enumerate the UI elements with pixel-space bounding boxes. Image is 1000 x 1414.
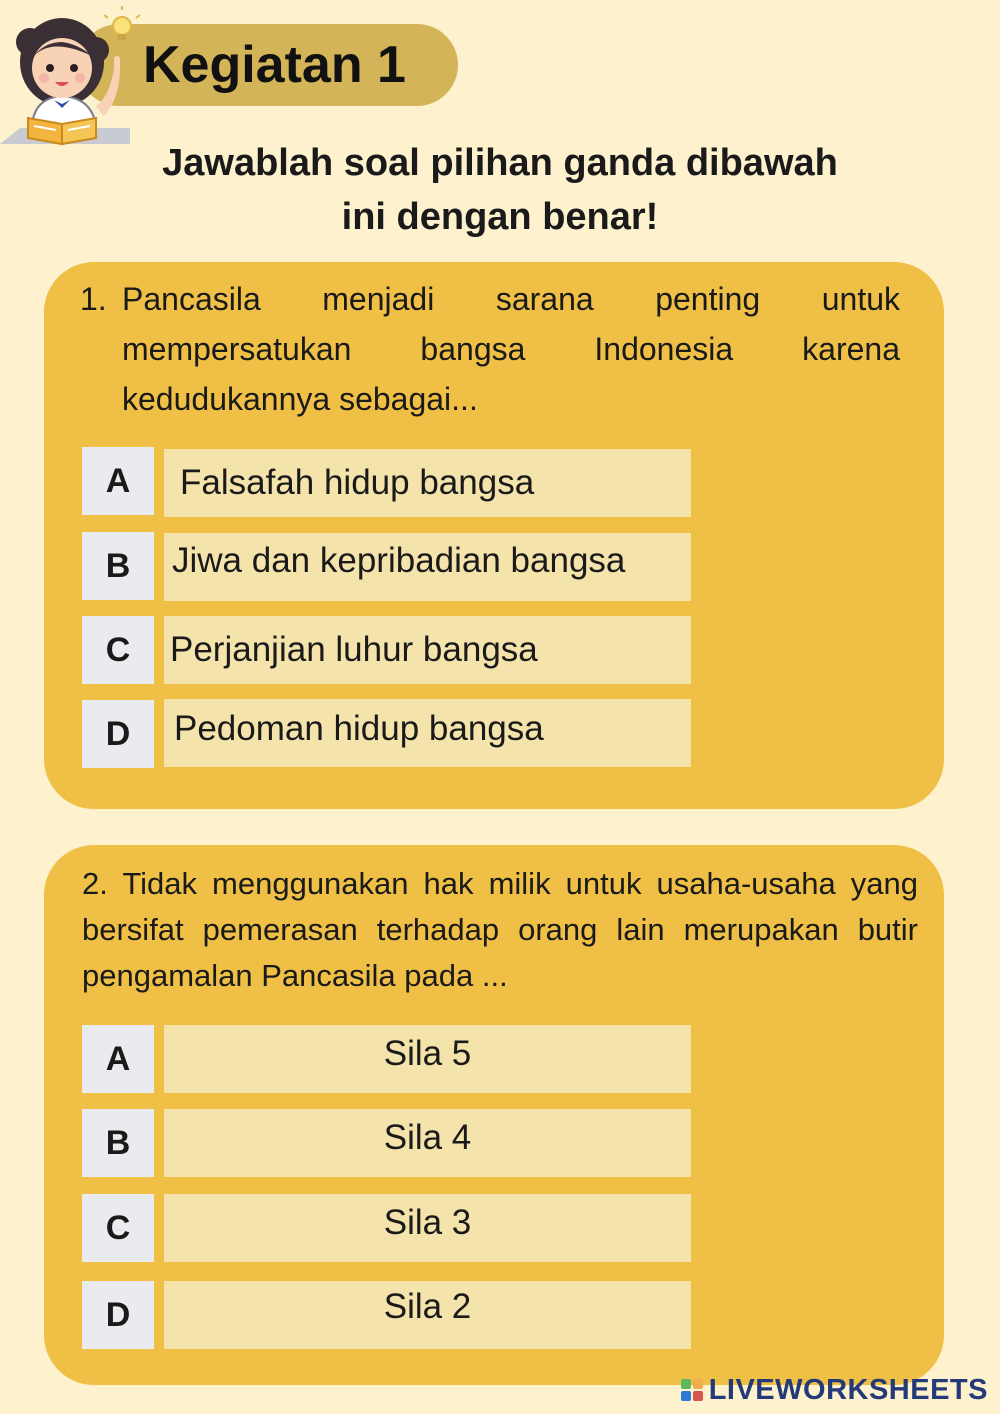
q2-option-b-letter[interactable]: B bbox=[82, 1109, 154, 1177]
q1-option-a-letter[interactable]: A bbox=[82, 447, 154, 515]
q2-option-b[interactable] bbox=[164, 1109, 691, 1177]
brand-name: LIVEWORKSHEETS bbox=[708, 1373, 988, 1406]
instruction-line-2: ini dengan benar! bbox=[341, 196, 659, 238]
q1-option-d[interactable] bbox=[164, 699, 691, 767]
q1-option-c[interactable] bbox=[164, 616, 691, 684]
instruction-line-1: Jawablah soal pilihan ganda dibawah bbox=[162, 142, 838, 184]
option-text: Falsafah hidup bangsa bbox=[180, 463, 535, 502]
option-text: Sila 5 bbox=[383, 1034, 472, 1073]
instruction bbox=[80, 136, 920, 244]
q2-option-c-letter[interactable]: C bbox=[82, 1194, 154, 1262]
q1-option-c-letter[interactable]: C bbox=[82, 616, 154, 684]
option-text: Sila 4 bbox=[383, 1118, 472, 1157]
brand-watermark bbox=[681, 1372, 988, 1408]
option-text: Sila 2 bbox=[383, 1287, 472, 1326]
liveworksheets-logo-icon bbox=[681, 1379, 703, 1401]
option-text: Pedoman hidup bangsa bbox=[174, 709, 544, 748]
q2-option-a[interactable] bbox=[164, 1025, 691, 1093]
option-text: Jiwa dan kepribadian bangsa bbox=[172, 541, 626, 580]
question-1 bbox=[80, 274, 900, 424]
q2-option-d-letter[interactable]: D bbox=[82, 1281, 154, 1349]
question-number: 1. bbox=[80, 281, 107, 317]
q1-option-d-letter[interactable]: D bbox=[82, 700, 154, 768]
option-text: Perjanjian luhur bangsa bbox=[170, 630, 538, 669]
q1-option-b-letter[interactable]: B bbox=[82, 532, 154, 600]
girl-reading-book-icon bbox=[0, 6, 150, 156]
q2-option-a-letter[interactable]: A bbox=[82, 1025, 154, 1093]
q2-option-d[interactable] bbox=[164, 1281, 691, 1349]
page-title: Kegiatan 1 bbox=[143, 36, 406, 94]
q1-option-b[interactable] bbox=[164, 533, 691, 601]
question-2: 2. Tidak menggunakan hak milik untuk usaha-usaha yang bersifat pemerasan terhadap orang lain merupakan butir pengamalan Pancasila pada ... bbox=[82, 866, 918, 993]
q2-option-c[interactable] bbox=[164, 1194, 691, 1262]
q1-option-a[interactable] bbox=[164, 449, 691, 517]
question-text: Pancasila menjadi sarana penting untuk mempersatukan bangsa Indonesia karena kedudukannya sebagai... bbox=[122, 281, 900, 417]
option-text: Sila 3 bbox=[383, 1203, 472, 1242]
